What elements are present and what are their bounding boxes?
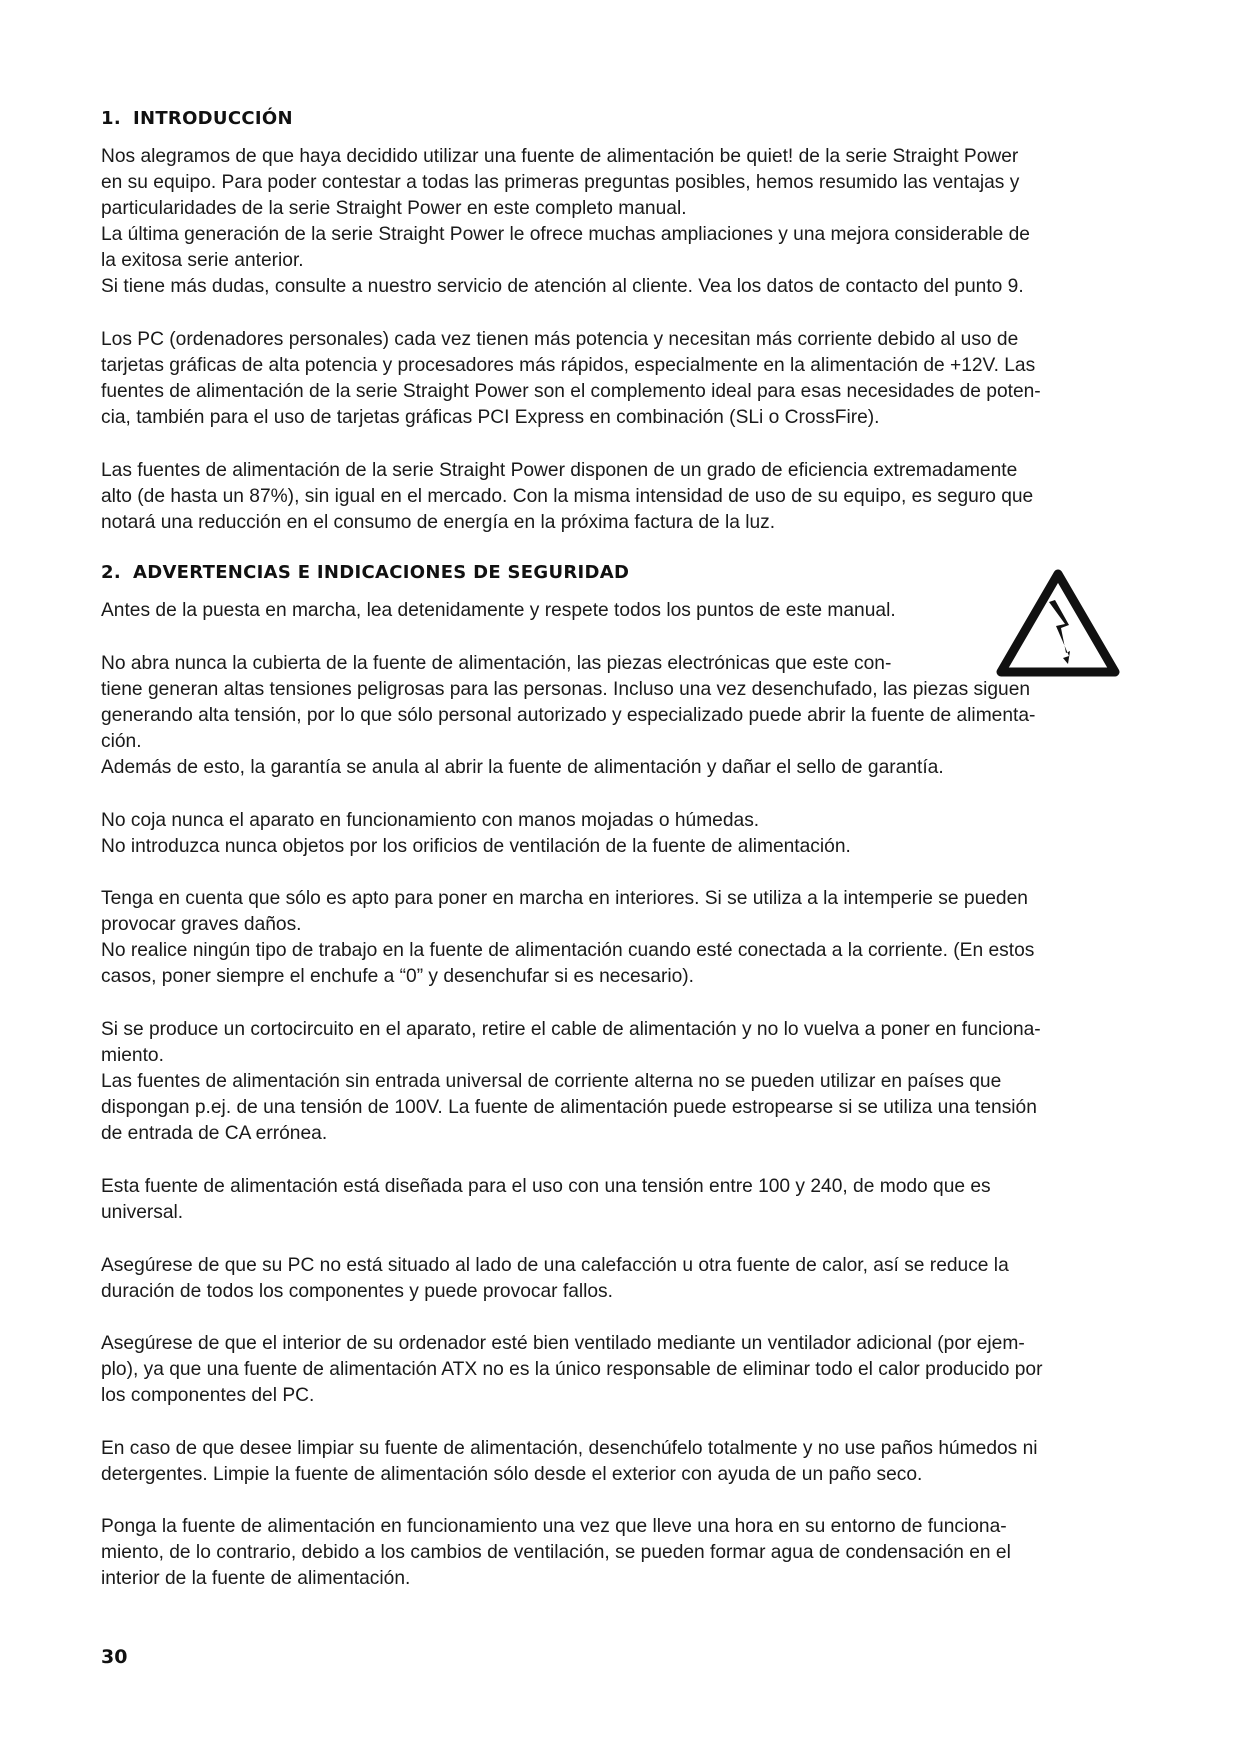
section-1-line: fuentes de alimentación de la serie Straight Power son el complemento ideal para esas necesidades de poten-	[101, 381, 1041, 402]
section-2-line: En caso de que desee limpiar su fuente de alimentación, desenchúfelo totalmente y no use paños húmedos ni	[101, 1438, 1038, 1459]
section-1-line: La última generación de la serie Straight Power le ofrece muchas ampliaciones y una mejora considerable de	[101, 224, 1030, 245]
section-2-line: Tenga en cuenta que sólo es apto para poner en marcha en interiores. Si se utiliza a la intemperie se pueden	[101, 888, 1028, 909]
section-2-number: 2.	[101, 562, 121, 583]
high-voltage-warning-icon	[995, 568, 1121, 682]
section-1-heading	[101, 108, 293, 129]
section-2-line: plo), ya que una fuente de alimentación ATX no es la único responsable de eliminar todo el calor producido por	[101, 1359, 1043, 1380]
section-2-line: interior de la fuente de alimentación.	[101, 1568, 411, 1589]
section-2-line: miento, de lo contrario, debido a los cambios de ventilación, se pueden formar agua de condensación en el	[101, 1542, 1011, 1563]
section-2-line: los componentes del PC.	[101, 1385, 315, 1406]
section-2-line: Esta fuente de alimentación está diseñada para el uso con una tensión entre 100 y 240, de modo que es	[101, 1176, 991, 1197]
section-2-line: Las fuentes de alimentación sin entrada universal de corriente alterna no se pueden utilizar en países que	[101, 1071, 1002, 1092]
section-2-line: No realice ningún tipo de trabajo en la fuente de alimentación cuando esté conectada a la corriente. (En estos	[101, 940, 1035, 961]
section-2-line: No coja nunca el aparato en funcionamiento con manos mojadas o húmedas.	[101, 810, 760, 831]
page-number: 30	[101, 1646, 128, 1668]
section-1-line: Si tiene más dudas, consulte a nuestro servicio de atención al cliente. Vea los datos de contacto del punto 9.	[101, 276, 1024, 297]
section-2-line: universal.	[101, 1202, 184, 1223]
section-2-line: tiene generan altas tensiones peligrosas para las personas. Incluso una vez desenchufado, las piezas siguen	[101, 679, 1031, 700]
section-1-line: alto (de hasta un 87%), sin igual en el mercado. Con la misma intensidad de uso de su equipo, es seguro que	[101, 486, 1034, 507]
section-2-line: Además de esto, la garantía se anula al abrir la fuente de alimentación y dañar el sello de garantía.	[101, 757, 944, 778]
section-1-number: 1.	[101, 108, 121, 129]
section-2-line: detergentes. Limpie la fuente de alimentación sólo desde el exterior con ayuda de un paño seco.	[101, 1464, 923, 1485]
section-1-line: Nos alegramos de que haya decidido utilizar una fuente de alimentación be quiet! de la serie Straight Power	[101, 146, 1019, 167]
section-2-line: provocar graves daños.	[101, 914, 302, 935]
section-2-line: Si se produce un cortocircuito en el aparato, retire el cable de alimentación y no lo vuelva a poner en funciona-	[101, 1019, 1041, 1040]
section-1-line: particularidades de la serie Straight Power en este completo manual.	[101, 198, 687, 219]
section-1-line: notará una reducción en el consumo de energía en la próxima factura de la luz.	[101, 512, 776, 533]
section-2-line: No introduzca nunca objetos por los orificios de ventilación de la fuente de alimentación.	[101, 836, 851, 857]
section-1-line: en su equipo. Para poder contestar a todas las primeras preguntas posibles, hemos resumido las ventajas y	[101, 172, 1020, 193]
section-2-line: Asegúrese de que el interior de su ordenador esté bien ventilado mediante un ventilador adicional (por ejem-	[101, 1333, 1025, 1354]
section-2-line: de entrada de CA errónea.	[101, 1123, 328, 1144]
section-2-line: duración de todos los componentes y puede provocar fallos.	[101, 1281, 613, 1302]
section-1-title: INTRODUCCIÓN	[132, 108, 293, 129]
section-1-line: Las fuentes de alimentación de la serie Straight Power disponen de un grado de eficiencia extremadamente	[101, 460, 1018, 481]
section-1-line: Los PC (ordenadores personales) cada vez tienen más potencia y necesitan más corriente debido al uso de	[101, 329, 1019, 350]
section-2-line: Antes de la puesta en marcha, lea detenidamente y respete todos los puntos de este manual.	[101, 600, 896, 621]
section-2-line: miento.	[101, 1045, 164, 1066]
section-2-line: No abra nunca la cubierta de la fuente de alimentación, las piezas electrónicas que este con-	[101, 653, 892, 674]
section-2-line: casos, poner siempre el enchufe a “0” y desenchufar si es necesario).	[101, 966, 694, 987]
section-2-line: dispongan p.ej. de una tensión de 100V. La fuente de alimentación puede estropearse si se utiliza una tensión	[101, 1097, 1037, 1118]
section-2-line: Asegúrese de que su PC no está situado al lado de una calefacción u otra fuente de calor, así se reduce la	[101, 1255, 1009, 1276]
section-1-line: cia, también para el uso de tarjetas gráficas PCI Express en combinación (SLi o CrossFire).	[101, 407, 880, 428]
section-2-heading	[101, 562, 629, 583]
section-2-line: Ponga la fuente de alimentación en funcionamiento una vez que lleve una hora en su entorno de funciona-	[101, 1516, 1007, 1537]
section-2-line: ción.	[101, 731, 142, 752]
section-1-line: tarjetas gráficas de alta potencia y procesadores más rápidos, especialmente en la alimentación de +12V. Las	[101, 355, 1036, 376]
section-1-line: la exitosa serie anterior.	[101, 250, 304, 271]
section-2-line: generando alta tensión, por lo que sólo personal autorizado y especializado puede abrir la fuente de alimenta-	[101, 705, 1036, 726]
section-2-title: ADVERTENCIAS E INDICACIONES DE SEGURIDAD	[132, 562, 630, 583]
